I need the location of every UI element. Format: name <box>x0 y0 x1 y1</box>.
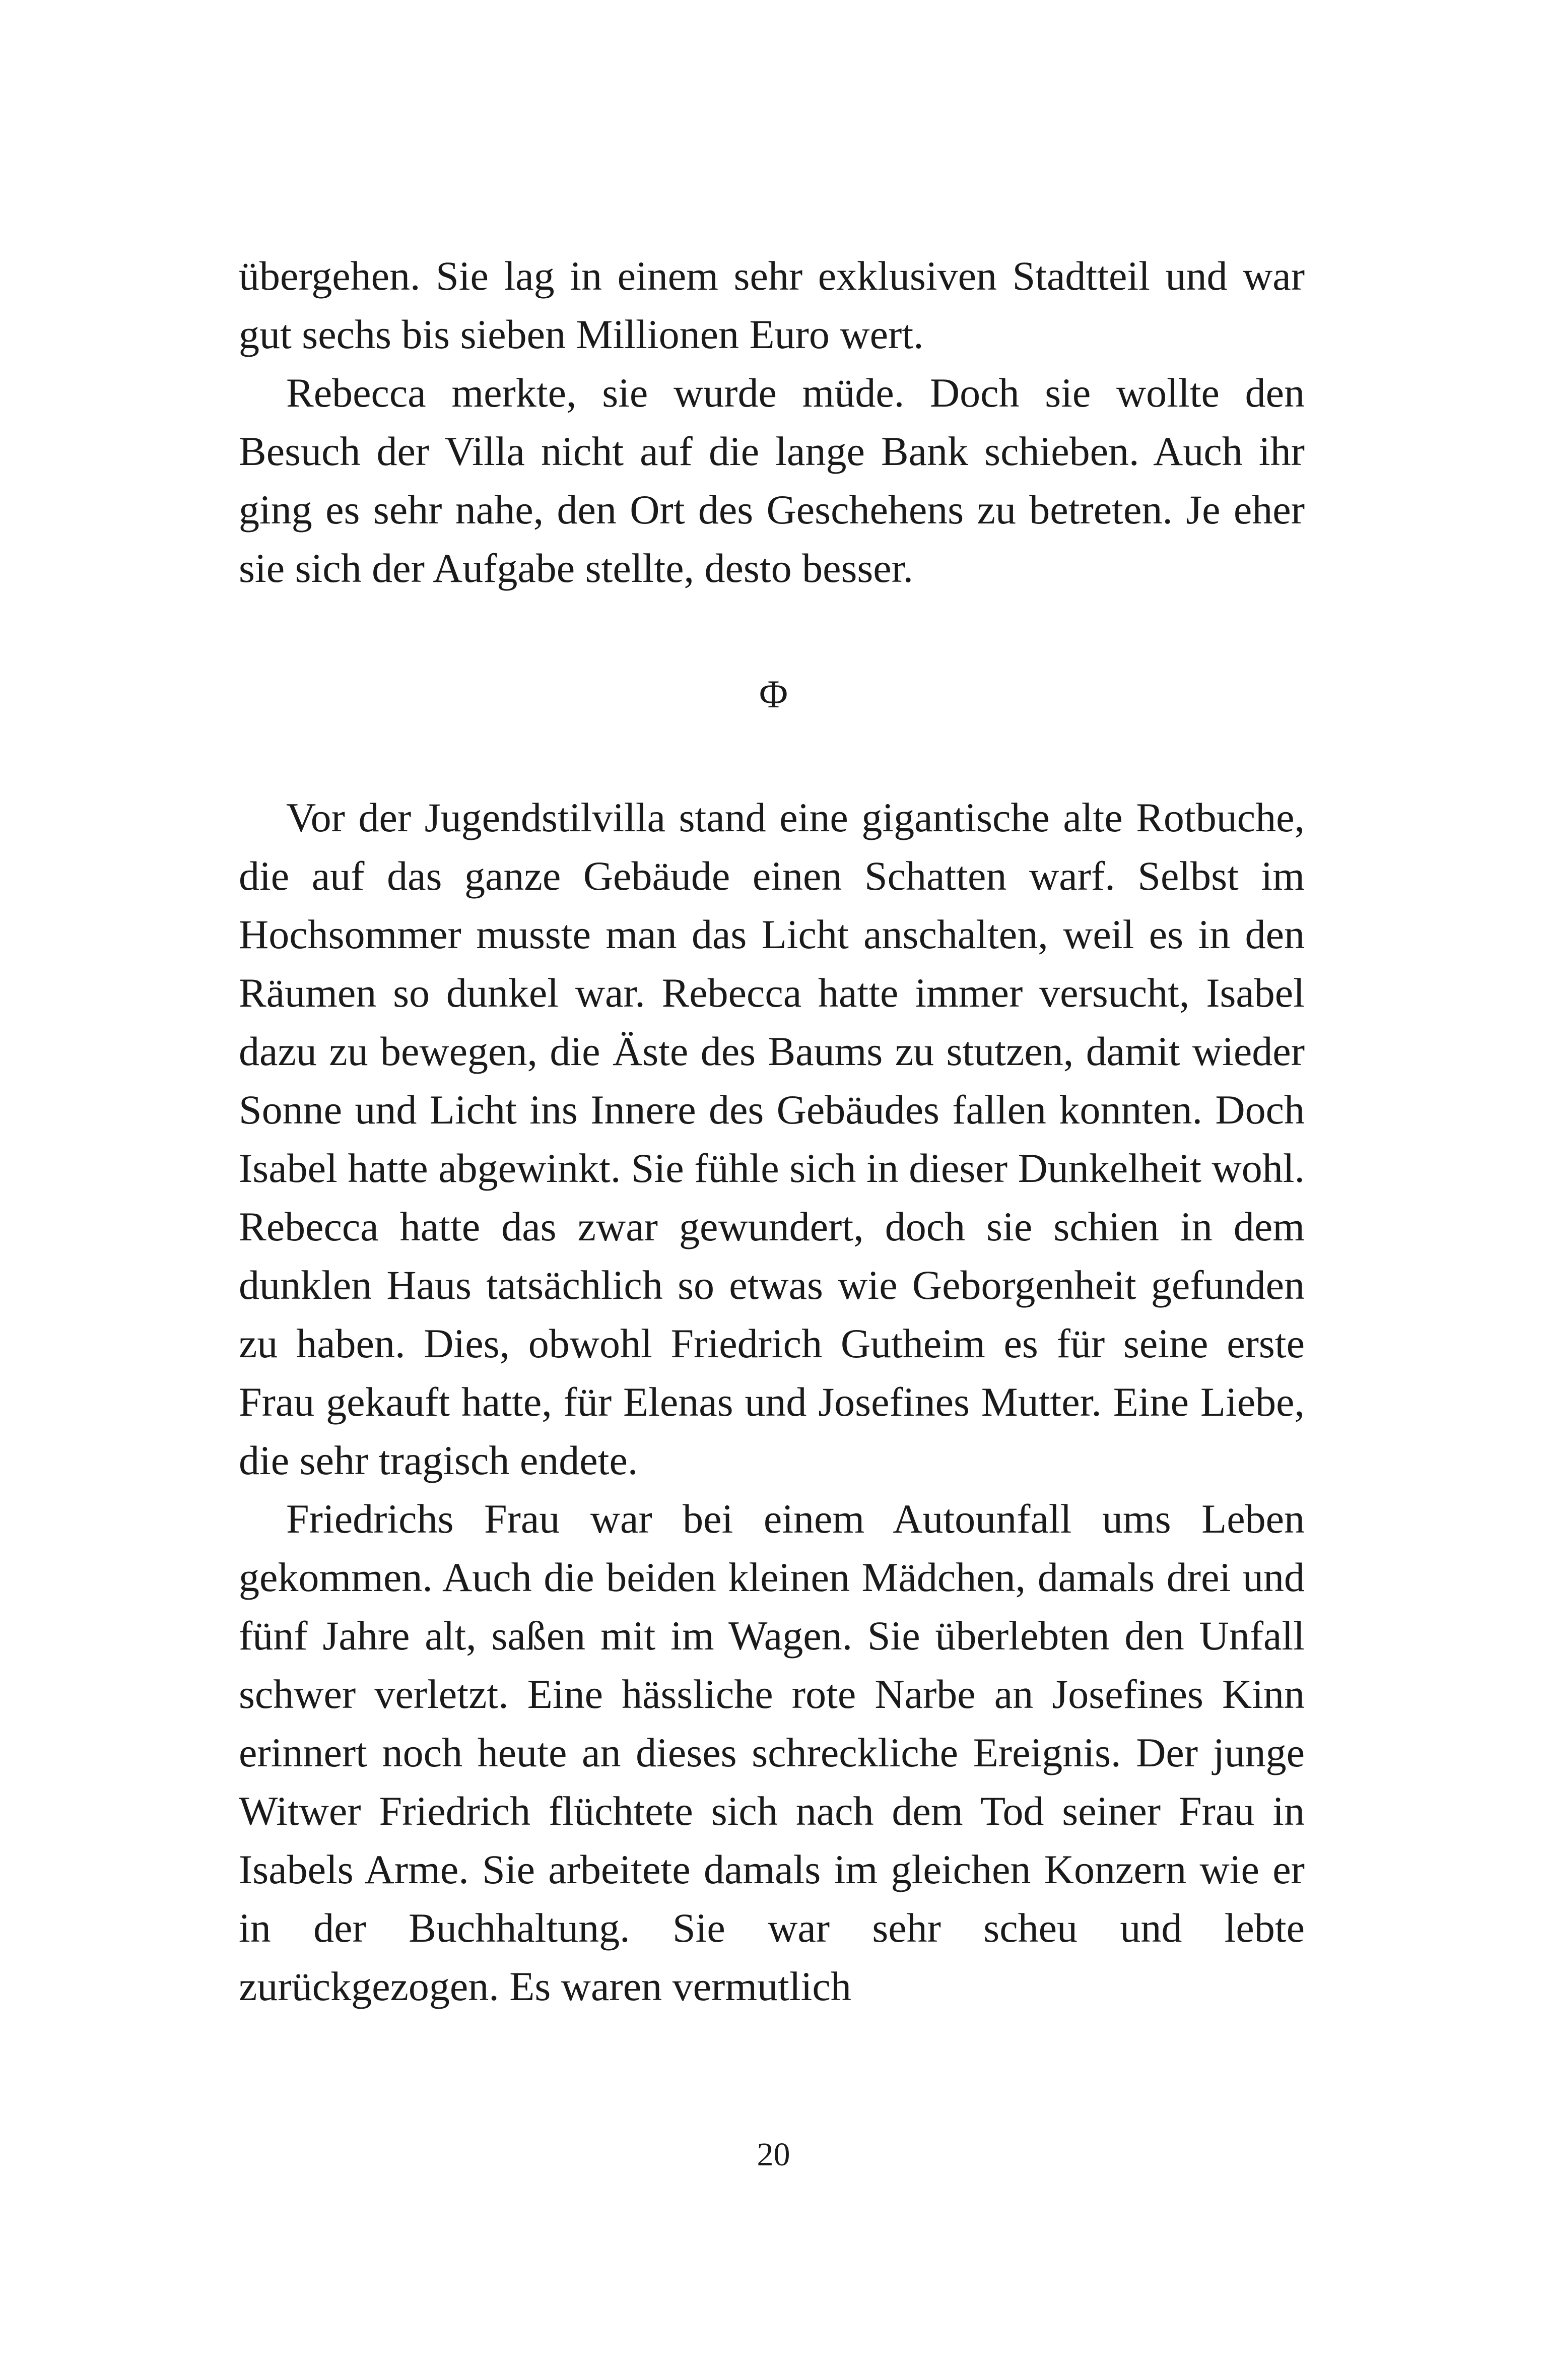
section-separator: Φ <box>759 672 788 716</box>
paragraph-continuation: übergehen. Sie lag in einem sehr exklusiven Stadtteil und war gut sechs bis sieben Millionen Euro wert. <box>239 253 1305 357</box>
paragraph: Friedrichs Frau war bei einem Autounfall ums Leben gekommen. Auch die beiden kleinen Mädchen, damals drei und fünf Jahre alt, saßen mit im Wagen. Sie überlebten den Unfall schwer verletzt. Eine hässliche rote Narbe an Josefines Kinn erinnert noch heute an dieses schreckliche Ereignis. Der junge Witwer Friedrich flüchtete sich nach dem Tod seiner Frau in Isabels Arme. Sie arbeitete damals im gleichen Konzern wie er in der Buchhaltung. Sie war sehr scheu und lebte zurückgezogen. Es waren vermutlich <box>239 1496 1305 2009</box>
paragraph: Rebecca merkte, sie wurde müde. Doch sie wollte den Besuch der Villa nicht auf die lange Bank schieben. Auch ihr ging es sehr nahe, den Ort des Geschehens zu betreten. Je eher sie sich der Aufgabe stellte, desto besser. <box>239 370 1305 591</box>
paragraph: Vor der Jugendstilvilla stand eine gigantische alte Rotbuche, die auf das ganze Gebäude einen Schatten warf. Selbst im Hochsommer musste man das Licht anschalten, weil es in den Räumen so dunkel war. Rebecca hatte immer versucht, Isabel dazu zu bewegen, die Äste des Baums zu stutzen, damit wieder Sonne und Licht ins Innere des Gebäudes fallen konnten. Doch Isabel hatte abgewinkt. Sie fühle sich in dieser Dunkelheit wohl. Rebecca hatte das zwar gewundert, doch sie schien in dem dunklen Haus tatsächlich so etwas wie Geborgenheit gefunden zu haben. Dies, obwohl Friedrich Gutheim es für seine erste Frau gekauft hatte, für Elenas und Josefines Mutter. Eine Liebe, die sehr tragisch endete. <box>239 795 1305 1483</box>
text-block-top <box>239 247 1305 598</box>
text-block-main <box>239 788 1305 2016</box>
page-number: 20 <box>757 2136 790 2173</box>
